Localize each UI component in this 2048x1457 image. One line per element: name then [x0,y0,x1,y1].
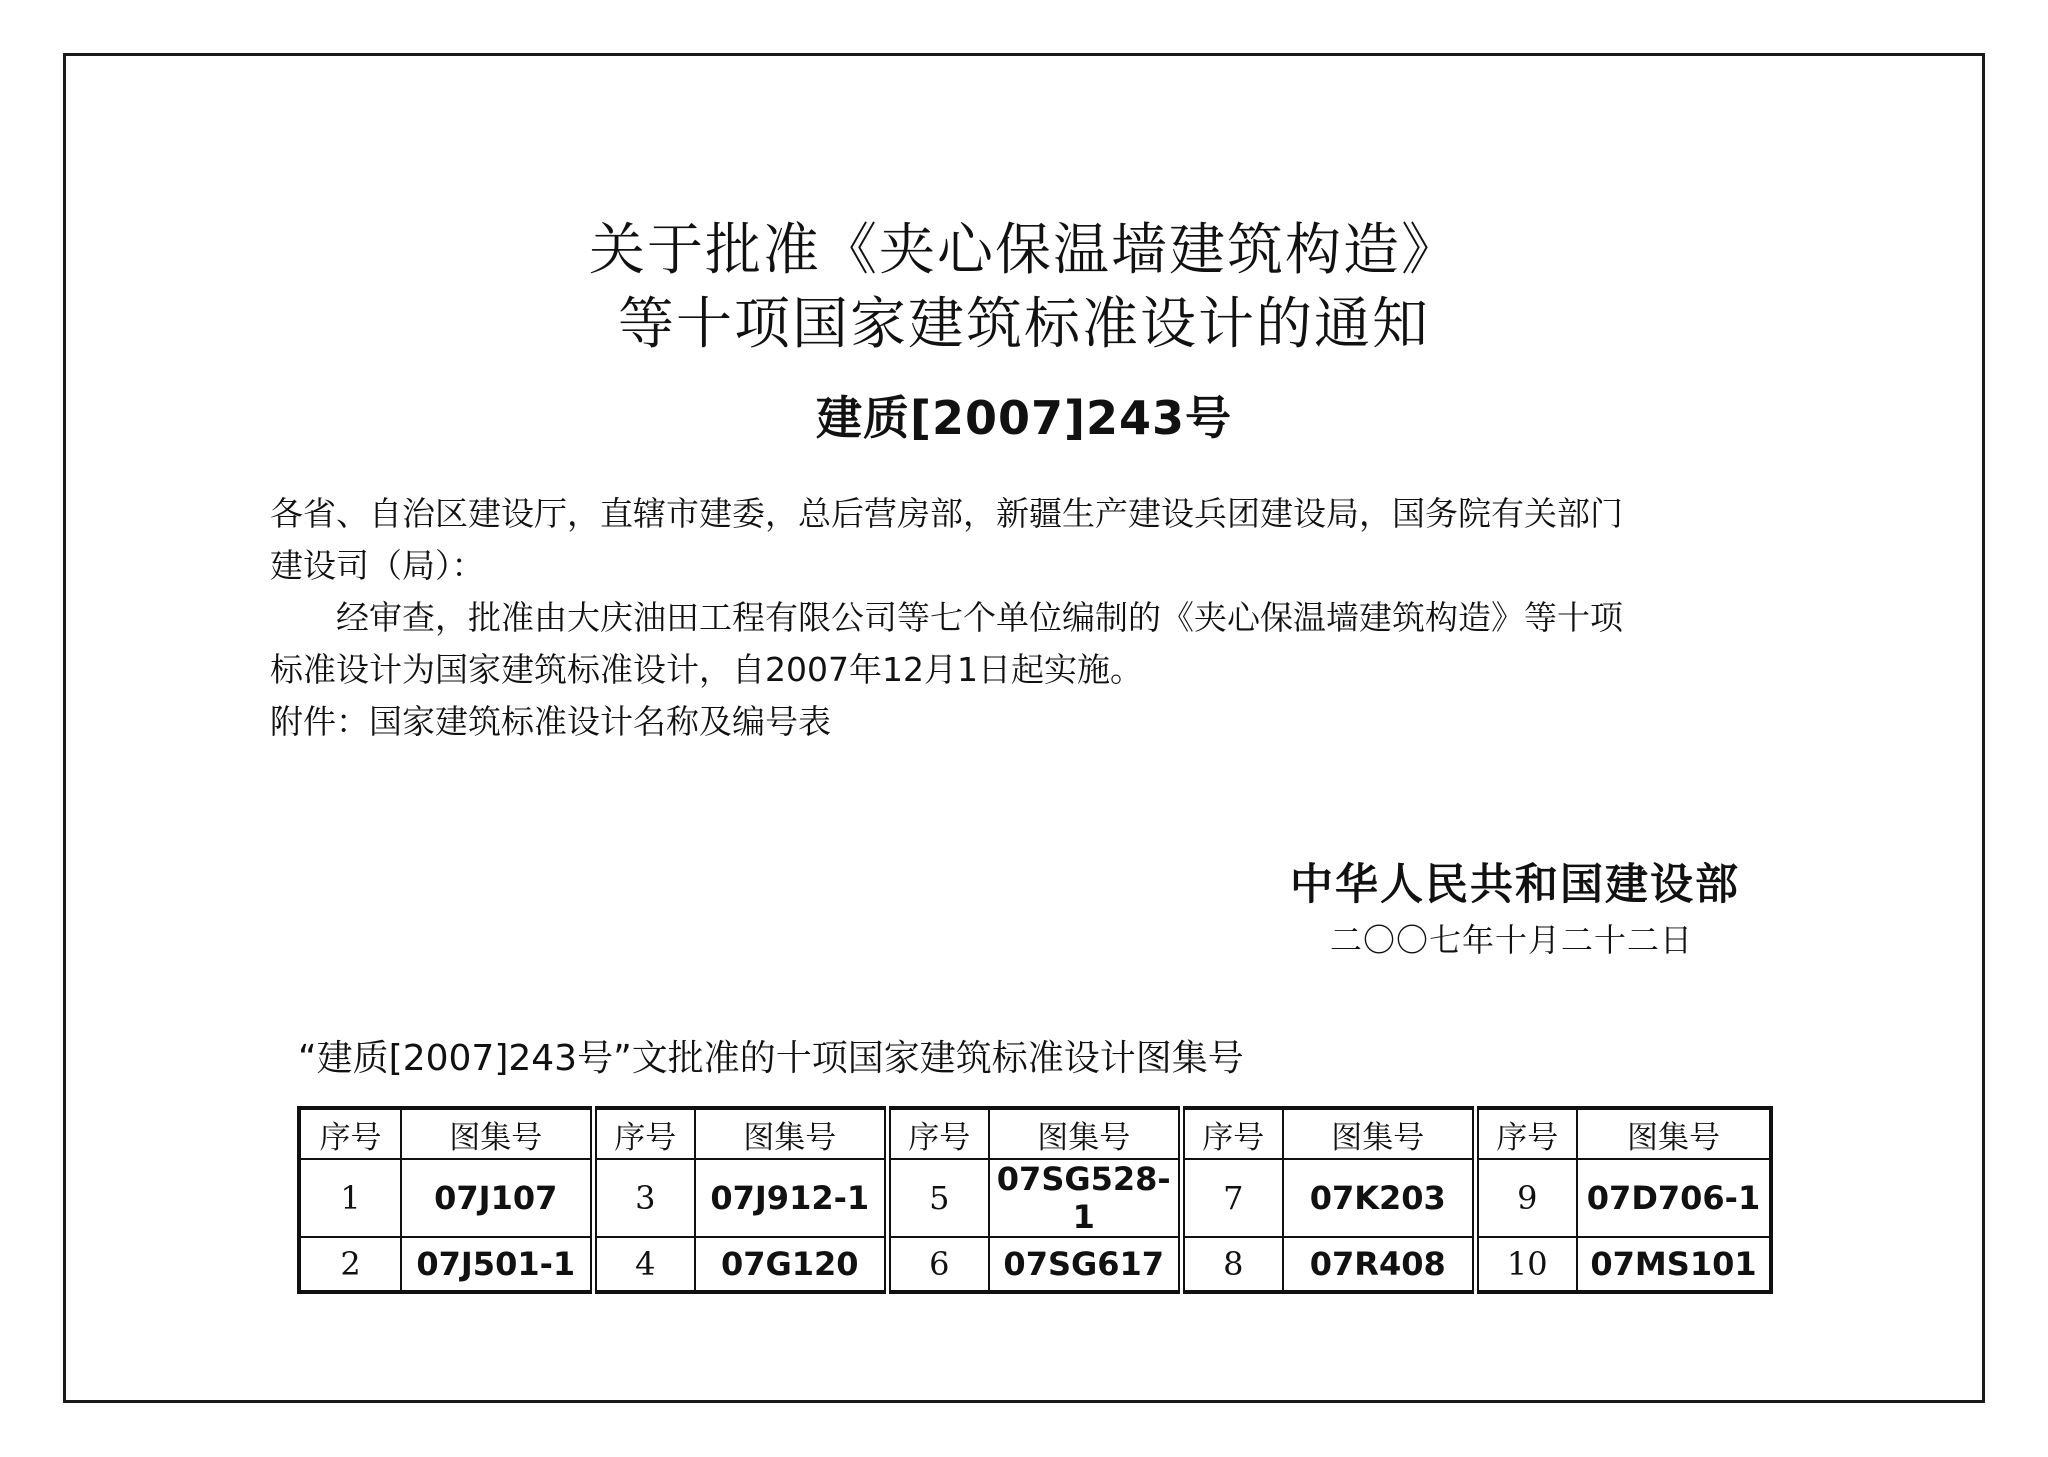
seq-cell: 8 [1181,1237,1283,1292]
approval-paragraph [270,592,1830,696]
seq-cell: 7 [1181,1159,1283,1237]
attachment-note: 附件：国家建筑标准设计名称及编号表 [270,702,831,741]
seq-cell: 6 [887,1237,989,1292]
seq-cell: 5 [887,1159,989,1237]
seq-cell: 10 [1475,1237,1577,1292]
atlas-code-cell: 07R408 [1283,1237,1475,1292]
atlas-code-cell: 07G120 [695,1237,887,1292]
notice-title-line-1: 关于批准《夹心保温墙建筑构造》 [589,218,1459,283]
atlas-code-cell: 07K203 [1283,1159,1475,1237]
atlas-code-cell: 07D706-1 [1577,1159,1771,1237]
issuing-authority: 中华人民共和国建设部 [1290,860,1740,910]
atlas-code-cell: 07J912-1 [695,1159,887,1237]
notice-title-line-2: 等十项国家建筑标准设计的通知 [618,292,1430,357]
header-seq: 序号 [299,1108,401,1159]
seq-cell: 1 [299,1159,401,1237]
table-caption: “建质[2007]243号”文批准的十项国家建筑标准设计图集号 [298,1038,1244,1079]
atlas-code-cell: 07SG528-1 [989,1159,1181,1237]
atlas-number-table [297,1106,1773,1294]
approval-line-2: 标准设计为国家建筑标准设计，自2007年12月1日起实施。 [270,650,1143,689]
table-header-row [299,1108,1771,1159]
table-row [299,1159,1771,1237]
issue-date: 二〇〇七年十月二十二日 [1330,921,1694,959]
atlas-code-cell: 07J107 [401,1159,593,1237]
table-row [299,1237,1771,1292]
header-seq: 序号 [887,1108,989,1159]
document-number: 建质[2007]243号 [815,391,1233,445]
header-code: 图集号 [1283,1108,1475,1159]
seq-cell: 9 [1475,1159,1577,1237]
header-code: 图集号 [1577,1108,1771,1159]
seq-cell: 3 [593,1159,695,1237]
atlas-code-cell: 07SG617 [989,1237,1181,1292]
recipients-paragraph [270,488,1830,592]
header-seq: 序号 [1181,1108,1283,1159]
recipients-line-2: 建设司（局）： [270,546,485,585]
seq-cell: 2 [299,1237,401,1292]
approval-line-1: 经审查，批准由大庆油田工程有限公司等七个单位编制的《夹心保温墙建筑构造》等十项 [336,598,1623,637]
recipients-line-1: 各省、自治区建设厅，直辖市建委，总后营房部，新疆生产建设兵团建设局，国务院有关部门 [270,494,1623,533]
seq-cell: 4 [593,1237,695,1292]
header-code: 图集号 [695,1108,887,1159]
header-seq: 序号 [593,1108,695,1159]
header-code: 图集号 [401,1108,593,1159]
header-code: 图集号 [989,1108,1181,1159]
header-seq: 序号 [1475,1108,1577,1159]
atlas-code-cell: 07MS101 [1577,1237,1771,1292]
atlas-code-cell: 07J501-1 [401,1237,593,1292]
